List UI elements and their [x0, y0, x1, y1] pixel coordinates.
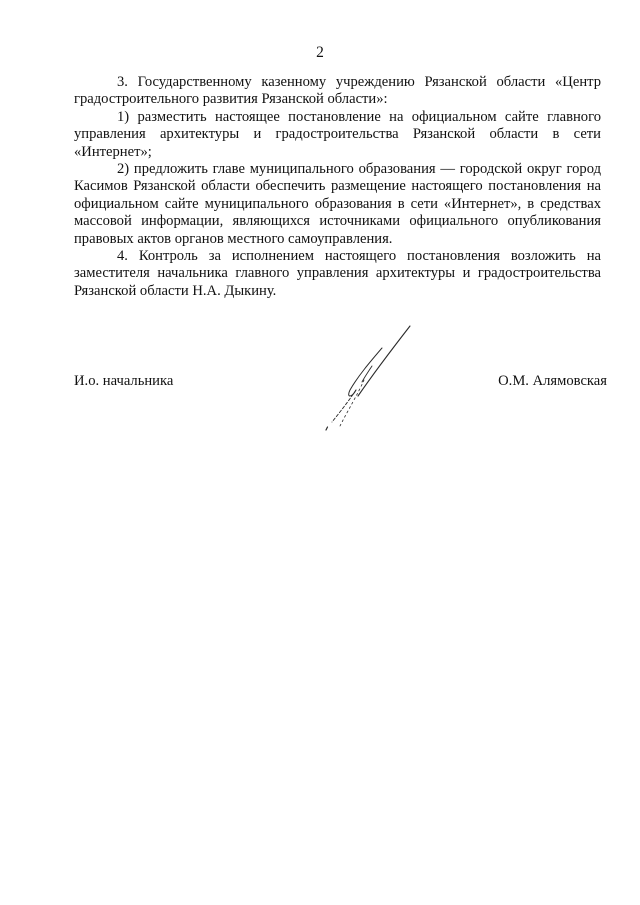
- paragraph-subitem-1: 1) разместить настоящее постановление на официальном сайте главного управления архитектуры и градостроительства Рязанской области в сети «Интернет»;: [74, 108, 601, 160]
- paragraph-item-3: 3. Государственному казенному учреждению Рязанской области «Центр градостроительного развития Рязанской области»:: [74, 74, 601, 108]
- paragraph-subitem-2: 2) предложить главе муниципального образования — городской округ город Касимов Рязанской области обеспечить размещение настоящего постановления на официальном сайте муниципального образования в сети «Интернет», в средствах массовой информации, являющихся источниками официального опубликования правовых актов органов местного самоуправления.: [74, 161, 601, 247]
- paragraph-item-4: 4. Контроль за исполнением настоящего постановления возложить на заместителя начальника главного управления архитектуры и градостроительства Рязанской области Н.А. Дыкину.: [74, 248, 601, 299]
- page-number: 2: [316, 44, 324, 61]
- handwritten-signature: [312, 318, 422, 436]
- document-body: [74, 74, 601, 300]
- signatory-title: И.о. начальника: [74, 373, 174, 389]
- signatory-name: О.М. Алямовская: [498, 373, 607, 389]
